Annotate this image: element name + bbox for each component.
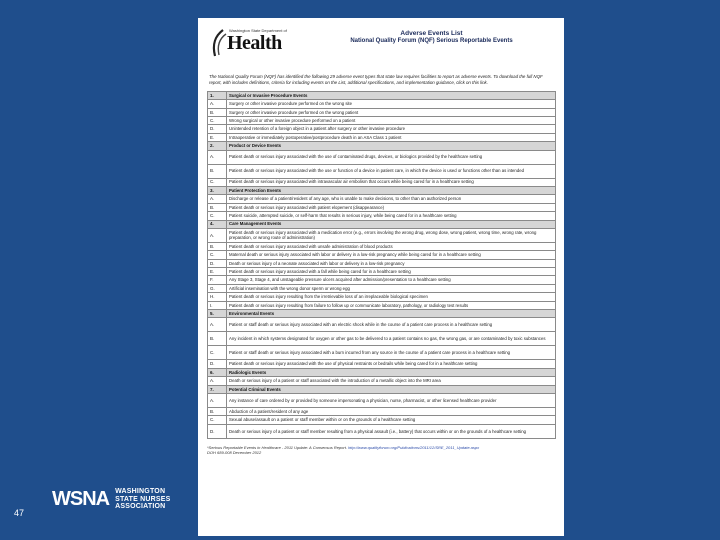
- section-title: Radiologic Events: [227, 368, 556, 376]
- document-title: Adverse Events List: [400, 30, 463, 37]
- event-letter: G.: [208, 284, 227, 292]
- event-row: [208, 150, 556, 164]
- section-title: Environmental Events: [227, 310, 556, 318]
- adverse-events-table: [207, 91, 556, 439]
- event-row: [208, 242, 556, 250]
- section-title: Product or Device Events: [227, 142, 556, 150]
- event-text: Surgery or other invasive procedure performed on the wrong site: [227, 100, 556, 108]
- event-text: Any incident in which systems designated for oxygen or other gas to be delivered to a patient contains no gas, the wrong gas, or are contaminated by toxic substances: [227, 332, 556, 346]
- document-intro: The National Quality Forum (NQF) has identified the following 29 adverse event types that state law requires facilities to report as adverse events. To download the full NQF report, with includes definitions, criteria for including events on the List, additional specifications, and implementation guidance, click on this link.: [209, 74, 543, 86]
- event-text: Patient death or serious injury associated with the use of contaminated drugs, devices, or biologics provided by the healthcare setting: [227, 150, 556, 164]
- footnote-text: *Serious Reportable Events in Healthcare - 2011 Update: A Consensus Report.: [207, 444, 347, 450]
- event-letter: D.: [208, 259, 227, 267]
- document-subtitle: National Quality Forum (NQF) Serious Reportable Events: [350, 38, 513, 44]
- event-row: [208, 212, 556, 220]
- section-header-row: [208, 220, 556, 228]
- event-row: [208, 228, 556, 242]
- event-text: Patient death or serious injury resulting from the irretrievable loss of an irreplaceable biological specimen: [227, 293, 556, 301]
- event-row: [208, 377, 556, 385]
- event-text: Patient death or serious injury associated with unsafe administration of blood products: [227, 242, 556, 250]
- event-letter: A.: [208, 393, 227, 407]
- event-letter: B.: [208, 242, 227, 250]
- event-row: [208, 108, 556, 116]
- event-text: Unintended retention of a foreign object in a patient after surgery or other invasive procedure: [227, 125, 556, 133]
- event-text: Sexual abuse/assault on a patient or staff member within or on the grounds of a healthcare setting: [227, 416, 556, 424]
- event-text: Patient or staff death or serious injury associated with a burn incurred from any source in the course of a patient care process in a healthcare setting: [227, 346, 556, 360]
- event-text: Maternal death or serious injury associated with labor or delivery in a low-risk pregnancy while being cared for in a healthcare setting: [227, 251, 556, 259]
- document-footnote: [207, 445, 556, 455]
- wsna-logo-mark: WSNA: [52, 488, 110, 510]
- event-letter: C.: [208, 178, 227, 186]
- event-row: [208, 360, 556, 368]
- event-letter: B.: [208, 203, 227, 211]
- wsna-line-2: STATE NURSES: [115, 495, 171, 503]
- event-text: Wrong surgical or other invasive procedure performed on a patient: [227, 116, 556, 124]
- event-row: [208, 268, 556, 276]
- wsna-line-1: WASHINGTON: [115, 488, 166, 496]
- event-letter: I.: [208, 301, 227, 309]
- wsna-logo: [52, 488, 171, 511]
- event-text: Death or serious injury of a patient or staff associated with the introduction of a metallic object into the MRI area: [227, 377, 556, 385]
- section-title: Potential Criminal Events: [227, 385, 556, 393]
- event-row: [208, 251, 556, 259]
- section-number: 1.: [208, 91, 227, 99]
- event-text: Death or serious injury of a neonate associated with labor or delivery in a low-risk pregnancy: [227, 259, 556, 267]
- event-letter: A.: [208, 195, 227, 203]
- document-titles: [307, 22, 556, 44]
- event-text: Artificial insemination with the wrong donor sperm or wrong egg: [227, 284, 556, 292]
- section-number: 3.: [208, 186, 227, 194]
- section-title: Patient Protection Events: [227, 186, 556, 194]
- event-row: [208, 195, 556, 203]
- section-header-row: [208, 91, 556, 99]
- event-row: [208, 346, 556, 360]
- event-row: [208, 259, 556, 267]
- event-letter: C.: [208, 416, 227, 424]
- section-header-row: [208, 186, 556, 194]
- event-letter: C.: [208, 346, 227, 360]
- event-text: Abduction of a patient/resident of any age: [227, 407, 556, 415]
- event-row: [208, 100, 556, 108]
- event-text: Patient death or serious injury associated with patient elopement (disappearance): [227, 203, 556, 211]
- section-header-row: [208, 142, 556, 150]
- event-letter: B.: [208, 332, 227, 346]
- wsna-line-3: ASSOCIATION: [115, 503, 166, 511]
- event-text: Patient death or serious injury associated with a medication error (e.g., errors involving the wrong drug, wrong dose, wrong patient, wrong time, wrong rate, wrong preparation, or wrong route of administration): [227, 228, 556, 242]
- event-row: [208, 203, 556, 211]
- slide-page-number: 47: [14, 508, 25, 518]
- event-letter: B.: [208, 108, 227, 116]
- event-letter: B.: [208, 164, 227, 178]
- event-letter: A.: [208, 377, 227, 385]
- event-row: [208, 125, 556, 133]
- event-letter: C.: [208, 212, 227, 220]
- event-letter: D.: [208, 125, 227, 133]
- footnote-link[interactable]: http://www.qualityforum.org/Publications/2011/12/SRE_2011_Update.aspx: [348, 444, 480, 450]
- section-header-row: [208, 385, 556, 393]
- event-letter: C.: [208, 116, 227, 124]
- event-row: [208, 393, 556, 407]
- event-letter: A.: [208, 228, 227, 242]
- event-letter: D.: [208, 424, 227, 438]
- section-number: 6.: [208, 368, 227, 376]
- event-text: Intraoperative or immediately postoperative/postprocedure death in an ASA Class 1 patient: [227, 133, 556, 141]
- event-row: [208, 332, 556, 346]
- event-letter: D.: [208, 360, 227, 368]
- event-text: Patient or staff death or serious injury associated with an electric shock while in the course of a patient care process in a healthcare setting: [227, 318, 556, 332]
- doh-agency-small: Washington State Department of: [229, 28, 287, 33]
- event-letter: F.: [208, 276, 227, 284]
- event-text: Discharge or release of a patient/resident of any age, who is unable to make decisions, to other than an authorized person: [227, 195, 556, 203]
- event-row: [208, 293, 556, 301]
- section-number: 2.: [208, 142, 227, 150]
- event-row: [208, 164, 556, 178]
- wsna-logo-text: [115, 488, 170, 511]
- document-header: [207, 22, 556, 68]
- section-number: 5.: [208, 310, 227, 318]
- event-text: Death or serious injury of a patient or staff member resulting from a physical assault (i.e., battery) that occurs within or on the grounds of a healthcare setting: [227, 424, 556, 438]
- event-letter: C.: [208, 251, 227, 259]
- event-text: Patient death or serious injury associated with a fall while being cared for in a healthcare setting: [227, 268, 556, 276]
- doh-logo: [207, 22, 307, 62]
- event-text: Any Stage 3, Stage 4, and unstageable pressure ulcers acquired after admission/presentation to a healthcare setting: [227, 276, 556, 284]
- event-text: Any instance of care ordered by or provided by someone impersonating a physician, nurse, pharmacist, or other licensed healthcare provider: [227, 393, 556, 407]
- event-letter: A.: [208, 150, 227, 164]
- event-letter: A.: [208, 100, 227, 108]
- event-text: Patient death or serious injury associated with intravascular air embolism that occurs while being cared for in a healthcare setting: [227, 178, 556, 186]
- event-text: Patient death or serious injury associated with the use or function of a device in patient care, in which the device is used or functions other than as intended: [227, 164, 556, 178]
- event-row: [208, 301, 556, 309]
- event-letter: H.: [208, 293, 227, 301]
- event-row: [208, 424, 556, 438]
- event-letter: B.: [208, 407, 227, 415]
- event-letter: E.: [208, 133, 227, 141]
- event-row: [208, 276, 556, 284]
- event-text: Surgery or other invasive procedure performed on the wrong patient: [227, 108, 556, 116]
- event-row: [208, 407, 556, 415]
- doh-logo-icon: [209, 28, 227, 58]
- section-title: Surgical or Invasive Procedure Events: [227, 91, 556, 99]
- event-row: [208, 133, 556, 141]
- document-page: [198, 18, 564, 536]
- event-row: [208, 178, 556, 186]
- event-letter: E.: [208, 268, 227, 276]
- event-row: [208, 284, 556, 292]
- event-text: Patient suicide, attempted suicide, or self-harm that results in serious injury, while being cared for in a healthcare setting: [227, 212, 556, 220]
- section-title: Care Management Events: [227, 220, 556, 228]
- footnote-date: DOH 689-008 December 2012: [207, 449, 262, 455]
- event-row: [208, 318, 556, 332]
- section-header-row: [208, 368, 556, 376]
- section-number: 7.: [208, 385, 227, 393]
- doh-agency-big: Health: [227, 32, 282, 54]
- event-row: [208, 416, 556, 424]
- section-header-row: [208, 310, 556, 318]
- event-letter: A.: [208, 318, 227, 332]
- section-number: 4.: [208, 220, 227, 228]
- event-row: [208, 116, 556, 124]
- event-text: Patient death or serious injury associated with the use of physical restraints or bedrails while being cared for in a healthcare setting: [227, 360, 556, 368]
- event-text: Patient death or serious injury resulting from failure to follow up or communicate laboratory, pathology, or radiology test results: [227, 301, 556, 309]
